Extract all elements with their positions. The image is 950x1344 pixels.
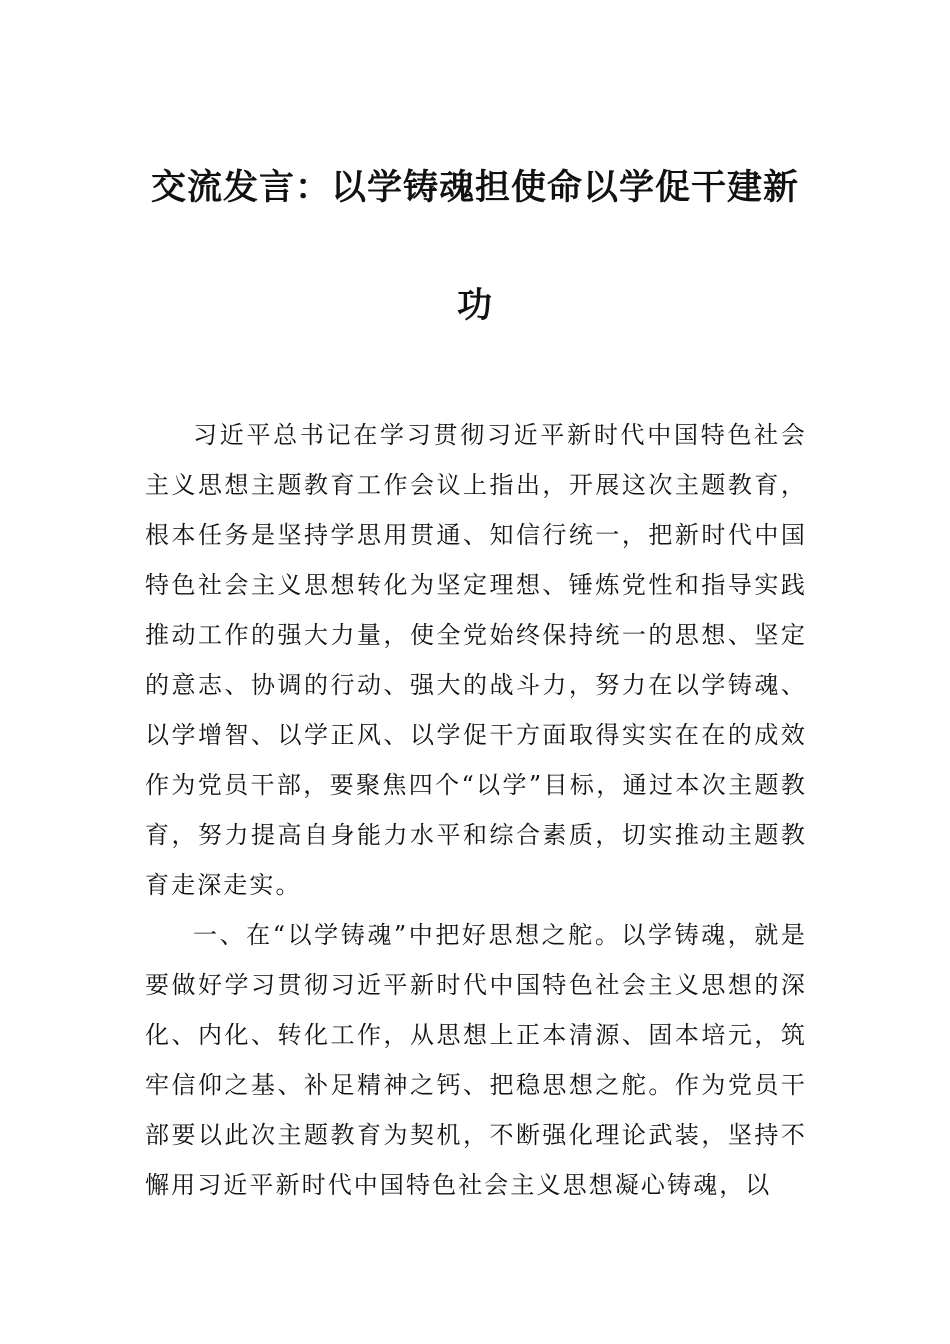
paragraph-section-one: 一、在“以学铸魂”中把好思想之舵。以学铸魂，就是要做好学习贯彻习近平新时代中国特色社会主义思想的深化、内化、转化工作，从思想上正本清源、固本培元，筑牢信仰之基、补足精神之钙、把稳思想之舵。作为党员干部要以此次主题教育为契机，不断强化理论武装，坚持不懈用习近平新时代中国特色社会主义思想凝心铸魂，以 [145, 921, 807, 1199]
paragraph-intro: 习近平总书记在学习贯彻习近平新时代中国特色社会主义思想主题教育工作会议上指出，开展这次主题教育，根本任务是坚持学思用贯通、知信行统一，把新时代中国特色社会主义思想转化为坚定理想、锤炼党性和指导实践推动工作的强大力量，使全党始终保持统一的思想、坚定的意志、协调的行动、强大的战斗力，努力在以学铸魂、以学增智、以学正风、以学促干方面取得实实在在的成效作为党员干部，要聚焦四个“以学”目标，通过本次主题教育，努力提高自身能力水平和综合素质，切实推动主题教育走深走实。 [145, 421, 807, 899]
document-title-line-1: 交流发言：以学铸魂担使命以学促干建新 [150, 167, 799, 208]
document-title-line-2: 功 [456, 285, 493, 326]
document-body [145, 410, 807, 1210]
